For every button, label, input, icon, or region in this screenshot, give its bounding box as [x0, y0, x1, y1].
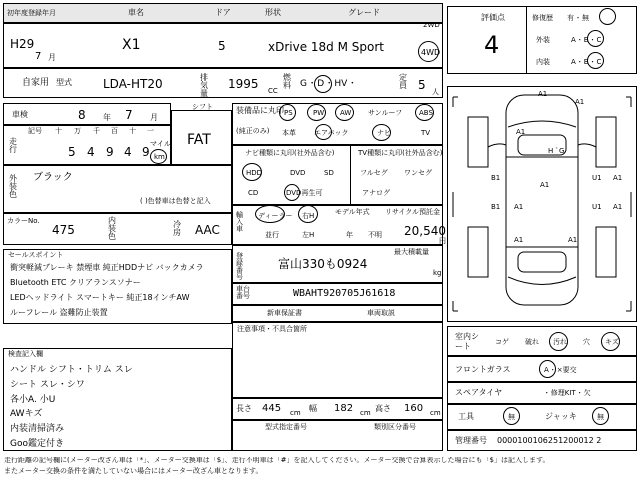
sales-line: LEDヘッドライト スマートキー 純正18インチAW [10, 293, 190, 302]
max-load-unit: kg [433, 269, 442, 277]
length-unit: cm [290, 409, 301, 417]
inspector-line: 各小A. 小U [10, 395, 56, 405]
navi-dvd-play-circle [284, 184, 300, 201]
reg-number: 富山330も0924 [278, 257, 368, 271]
navi-dvd: DVD [290, 169, 306, 177]
capacity: 5 [418, 78, 426, 92]
cc-unit: CC [268, 87, 278, 95]
equip-ps: PS [284, 109, 293, 117]
room-opt: 穴 [583, 338, 590, 346]
inspection-year-unit: 年 [103, 113, 111, 122]
doors: 5 [218, 39, 226, 53]
grade: xDrive 18d M Sport [268, 40, 384, 54]
recycle-label: リサイクル預託金 [385, 208, 441, 216]
reg-month: 7 [35, 51, 42, 62]
damage-mark: H ﾟG [548, 147, 565, 155]
room-label: 室内シート [455, 332, 479, 351]
navi-cd: CD [248, 189, 259, 197]
fuel-circle [314, 75, 332, 93]
notes-label: 注意事項・不具合箇所 [237, 325, 307, 333]
smoke-circle [599, 8, 616, 25]
jack-opt: 無 [597, 413, 604, 421]
model-year-unit: 年 [346, 231, 353, 239]
class-label: 類別区分番号 [374, 423, 416, 431]
smoke-options: 有 ･ 無 [567, 14, 589, 22]
reg-month-unit: 月 [48, 53, 56, 62]
capacity-label: 定員 [399, 73, 407, 90]
sales-line: Bluetooth ETC クリアランスソナー [10, 278, 141, 287]
ext-options: A ･ B ･ C [571, 36, 602, 44]
warranty-manual: 車両取説 [367, 309, 395, 317]
glass-options: A ･ ×要交 [544, 366, 577, 374]
ext-circle [587, 30, 604, 47]
ac-value: AAC [195, 223, 220, 237]
spare-label: スペアタイヤ [455, 388, 503, 397]
damage-mark: U1 [592, 203, 602, 211]
equip-pw: PW [313, 109, 325, 117]
door-label: ドア [215, 8, 231, 17]
equip-navi: ナビ [377, 129, 391, 137]
inspection-month: 7 [125, 108, 133, 122]
height-unit: cm [430, 409, 441, 417]
navi-dvd-play: DVD再生可 [286, 189, 323, 197]
reg-label: 登録番号 [236, 252, 243, 281]
int-label: 内装 [536, 58, 550, 66]
drive-2wd: 2WD [423, 21, 440, 29]
model-year-unknown: 不明 [368, 231, 382, 239]
equip-sunroof: サンルーフ [368, 109, 403, 117]
equip-airbag-circle [315, 124, 332, 140]
glass-label: フロントガラス [455, 365, 511, 374]
damage-mark: A1 [575, 98, 585, 106]
inspector-line: AWキズ [10, 409, 43, 419]
width-label: 幅 [309, 404, 317, 413]
model: LDA-HT20 [103, 77, 163, 91]
max-load-label: 最大積載量 [394, 248, 429, 256]
jack-circle [592, 407, 609, 425]
room-opt: キズ [605, 338, 619, 346]
sales-line: 衝突軽減ブレーキ 禁煙車 純正HDDナビ バックカメラ [10, 263, 204, 272]
import-handle-circle [298, 205, 318, 223]
km-circle [150, 149, 167, 164]
equip-airbag: エアバック [314, 129, 349, 137]
mileage-digit: 9 [142, 145, 150, 159]
mileage-digit: 4 [124, 145, 132, 159]
reg-year: H29 [10, 37, 35, 51]
fuel-label: 燃料 [283, 73, 291, 90]
damage-mark: B1 [491, 174, 501, 182]
footer-note: またメーター交換の条件を満たしていない場合にはメーター改ざん車となります。 [4, 467, 263, 475]
tools-opt: 無 [508, 413, 515, 421]
room-opt: 破れ [525, 338, 539, 346]
inspector-line: Goo鑑定付き [10, 439, 64, 449]
equip-ps-circle [279, 104, 296, 121]
room-opt: コゲ [495, 338, 509, 346]
width: 182 [334, 403, 354, 414]
notes-box [232, 322, 443, 398]
damage-mark: A1 [516, 128, 526, 136]
ac-label: 冷房 [173, 220, 181, 237]
import-left: 左H [302, 231, 315, 239]
jack-label: ジャッキ [545, 412, 577, 421]
damage-mark: A1 [568, 236, 578, 244]
inspector-line: ハンドル シフト・トリム スレ [10, 365, 133, 375]
import-dealer-circle [255, 205, 285, 223]
model-label: 型式 [56, 78, 72, 87]
room-opt: 汚れ [553, 338, 567, 346]
shift-value: FAT [187, 132, 211, 148]
inspection-row [3, 103, 171, 125]
footer-note: 走行距離の記号欄に(メーター改ざん車は「*」、メーター交換車は「$」、走行不明車は「#」を記入してください。メーター交換で合算表示した場合にも「$」は記入します。 [4, 457, 550, 464]
eval-score: 4 [484, 31, 500, 59]
equip-navi-circle [372, 124, 391, 141]
inspection-label: 車検 [12, 110, 28, 119]
tv-analog: アナログ [362, 189, 390, 197]
shift-label: シフト [192, 103, 213, 111]
digit-label-0: 記号 [28, 127, 42, 135]
km-unit: km [154, 153, 165, 161]
equip-tv: TV [421, 129, 431, 137]
exterior-note: ( )色替車は色替と記入 [140, 197, 211, 205]
damage-mark: U1 [592, 174, 602, 182]
damage-mark: A1 [514, 236, 524, 244]
digit-label-1: 十 [55, 127, 62, 135]
equip-abs-circle [415, 104, 434, 121]
car-name: X1 [122, 37, 141, 53]
chassis-label: 車台番号 [236, 285, 250, 300]
import-parallel: 並行 [265, 231, 279, 239]
glass-circle [539, 360, 556, 378]
car-diagram [447, 86, 637, 322]
type-label: 型式指定番号 [265, 423, 307, 431]
equip-aw-circle [335, 104, 354, 121]
height-label: 高さ [375, 404, 391, 413]
interior-color-label: 内装色 [108, 216, 116, 241]
disp-label: 排気量 [200, 73, 208, 98]
grade-label: グレード [348, 8, 380, 17]
tv-oneseg: ワンセグ [404, 169, 432, 177]
eval-divider [526, 6, 527, 74]
digit-label-5: 十 [129, 127, 136, 135]
exterior-label: 外装色 [9, 174, 17, 199]
room-scratch-circle [601, 332, 620, 351]
int-circle [587, 52, 604, 69]
reg-year-label: 初年度登録年月 [7, 9, 56, 17]
import-handle: 右H [302, 212, 315, 220]
equipment-title: 装備品に丸印 [236, 106, 284, 115]
mileage-digit: 5 [68, 145, 76, 159]
mileage-digit: 4 [87, 145, 95, 159]
eval-label: 評価点 [481, 13, 505, 22]
int-options: A ･ B ･ C [571, 58, 602, 66]
name-label: 車名 [128, 8, 144, 17]
navi-sd: SD [324, 169, 334, 177]
length-label: 長さ [236, 404, 252, 413]
drive-4wd: 4WD [421, 48, 441, 57]
digit-label-4: 百 [111, 127, 118, 135]
equip-pw-circle [307, 104, 326, 121]
mileage-digit: 9 [106, 145, 114, 159]
shape-label: 形状 [265, 8, 281, 17]
damage-mark: A1 [613, 174, 623, 182]
sales-point-label: セールスポイント [8, 251, 64, 259]
import-label: 輸入車 [236, 211, 243, 233]
inspection-year: 8 [78, 108, 86, 122]
mgmt-label: 管理番号 [455, 436, 487, 445]
room-dirt-circle [549, 332, 568, 351]
mile-unit: マイル [150, 140, 171, 148]
recycle-unit: 円 [439, 237, 446, 245]
digit-label-3: 千 [93, 127, 100, 135]
usage: 自家用 [22, 78, 50, 88]
mgmt-number: 0000100106251200012 2 [497, 436, 602, 445]
tv-title: TV種類に丸印(社外品含む) [358, 149, 443, 157]
equip-leather: 本革 [282, 129, 296, 137]
persons-unit: 人 [432, 88, 439, 96]
damage-mark: A1 [514, 203, 524, 211]
color-no-label: カラーNo. [7, 217, 40, 225]
warranty-new: 新車保証書 [267, 309, 302, 317]
equip-aw: AW [340, 109, 352, 117]
length: 445 [262, 403, 282, 414]
drive-circle [418, 41, 439, 62]
fuel-options: G ･ D ･ HV ･ [300, 79, 355, 89]
navi-hdd-circle [242, 163, 262, 181]
width-unit: cm [360, 409, 371, 417]
car-outline [448, 87, 636, 321]
digit-label-2: 万 [74, 127, 81, 135]
damage-mark: B1 [491, 203, 501, 211]
inspection-month-unit: 月 [150, 113, 158, 122]
tools-circle [503, 407, 520, 425]
inspector-line: 内装清掃済み [10, 424, 65, 434]
tools-label: 工具 [458, 412, 474, 421]
color-no: 475 [52, 223, 75, 237]
mileage-label: 走行 [9, 137, 17, 154]
tv-fullseg: フルセグ [360, 169, 388, 177]
damage-mark: A1 [613, 203, 623, 211]
displacement: 1995 [228, 77, 259, 91]
inspector-line: シート スレ・シワ [10, 380, 85, 390]
navi-hdd: HDD [246, 169, 263, 177]
damage-mark: A1 [538, 90, 548, 98]
inspector-label: 検査記入欄 [8, 350, 43, 358]
recycle-value: 20,540 [404, 224, 446, 238]
import-dealer: ディーラー [258, 212, 293, 220]
exterior-color: ブラック [33, 172, 73, 183]
chassis-number: WBAHT920705J61618 [293, 288, 396, 299]
damage-mark: A1 [540, 181, 550, 189]
model-year-label: モデル年式 [335, 208, 370, 216]
smoke-label: 修復歴 [532, 14, 553, 22]
digit-label-6: 一 [147, 127, 154, 135]
equip-abs: ABS [419, 109, 433, 117]
height: 160 [404, 403, 424, 414]
navi-tv-divider [350, 145, 351, 205]
spare-options: ･ 修理KIT ･ 欠 [545, 389, 591, 397]
navi-title: ナビ種類に丸印(社外品含む) [245, 149, 335, 157]
sales-line: ルーフレール 盗難防止装置 [10, 308, 108, 317]
equipment-sub: (純正のみ) [236, 127, 270, 135]
warranty-row [232, 305, 443, 322]
ext-label: 外装 [536, 36, 550, 44]
